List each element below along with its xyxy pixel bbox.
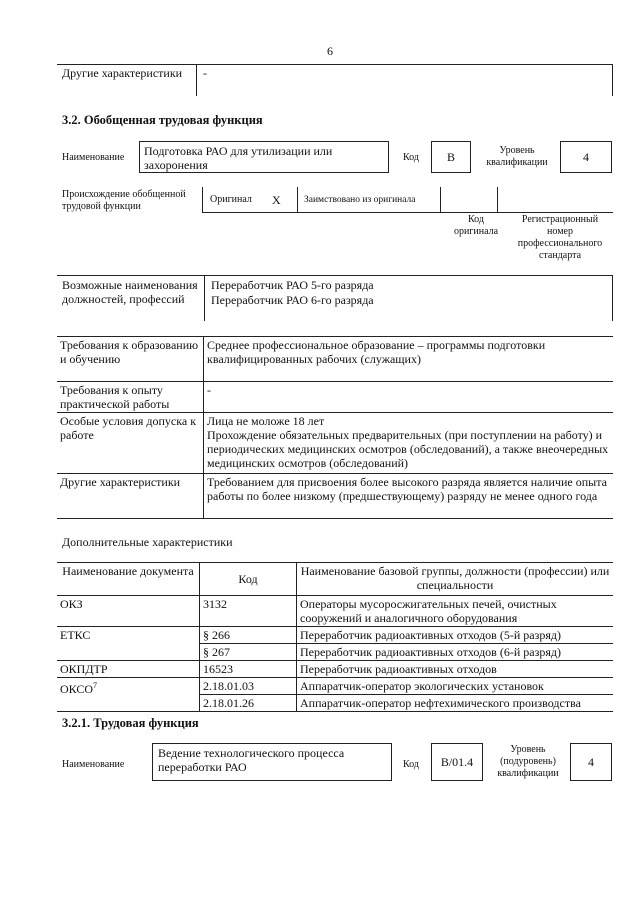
row-doc: ОКПДТР (57, 661, 200, 678)
tf-code-label: Код (403, 759, 419, 770)
section-321-heading: 3.2.1. Трудовая функция (62, 716, 199, 730)
table-row (57, 413, 613, 474)
position-1: Переработчик РАО 5-го разряда (211, 278, 374, 292)
page-number: 6 (327, 44, 333, 58)
tf-name-label: Наименование (62, 759, 125, 770)
row-code: 2.18.01.26 (200, 695, 297, 712)
additional-title: Дополнительные характеристики (62, 535, 233, 549)
row-doc: ЕТКС (57, 627, 200, 661)
tf-code-value-box (431, 743, 483, 781)
header-code: Код (200, 563, 297, 596)
row-name: Переработчик радиоактивных отходов (297, 661, 614, 678)
positions-label: Возможные наименования должностей, профессий (62, 278, 198, 306)
row-code: 3132 (200, 596, 297, 627)
req-value-0: Среднее профессиональное образование – программы подготовки квалифицированных рабочих (служащих) (204, 337, 614, 382)
original-mark: X (272, 193, 281, 207)
row-code: § 267 (200, 644, 297, 661)
req-label-0: Требования к образованию и обучению (57, 337, 204, 382)
footnote-mark: 7 (93, 681, 98, 690)
row-name: Переработчик радиоактивных отходов (6-й разряд) (297, 644, 614, 661)
reg-number-caption: Регистрационный номер профессионального стандарта (517, 214, 603, 261)
table-row (57, 661, 613, 678)
row-code: 2.18.01.03 (200, 678, 297, 695)
header-doc: Наименование документа (57, 563, 200, 596)
table-row (57, 474, 613, 519)
tf-name-value-box (152, 743, 392, 781)
borrowed-label: Заимствовано из оригинала (304, 195, 416, 205)
top-row-value: - (203, 66, 207, 80)
code-value: В (446, 150, 455, 164)
origin-code-caption: Код оригинала (453, 214, 499, 237)
row-doc: ОКЗ (57, 596, 200, 627)
req-label-3: Другие характеристики (57, 474, 204, 519)
code-label: Код (403, 152, 419, 163)
level-value-box (560, 141, 612, 173)
tf-level-value: 4 (588, 755, 594, 769)
table-row (57, 337, 613, 382)
name-value-box (139, 141, 389, 173)
level-label: Уровень квалификации (486, 145, 548, 168)
level-value: 4 (583, 150, 589, 164)
section-32-heading: 3.2. Обобщенная трудовая функция (62, 113, 263, 127)
row-name: Аппаратчик-оператор экологических установок (297, 678, 614, 695)
req-value-2-line-1: Лица не моложе 18 лет (207, 414, 325, 428)
req-value-2-line-2: Прохождение обязательных предварительных (при поступлении на работу) и периодических медицинских осмотров (обследований), а также внеочередных медицинских осмотров (обследований) (207, 428, 609, 470)
name-value: Подготовка РАО для утилизации или захоронения (144, 144, 333, 172)
name-label: Наименование (62, 152, 125, 163)
row-name: Переработчик радиоактивных отходов (5-й разряд) (297, 627, 614, 644)
code-value-box (431, 141, 471, 173)
top-row-label: Другие характеристики (62, 66, 183, 80)
row-doc: ОКСО (60, 682, 94, 696)
requirements-table (57, 336, 613, 519)
position-2: Переработчик РАО 6-го разряда (211, 293, 374, 307)
row-code: § 266 (200, 627, 297, 644)
req-value-1: - (204, 382, 614, 413)
table-row (57, 563, 613, 596)
original-label: Оригинал (210, 194, 252, 205)
tf-code-value: В/01.4 (440, 755, 474, 769)
row-name: Аппаратчик-оператор нефтехимического производства (297, 695, 614, 712)
tf-level-label: Уровень (подуровень) квалификации (497, 744, 559, 779)
row-name: Операторы мусоросжигательных печей, очистных сооружений и аналогичного оборудования (297, 596, 614, 627)
req-label-1: Требования к опыту практической работы (57, 382, 204, 413)
row-code: 16523 (200, 661, 297, 678)
req-value-2 (204, 413, 614, 474)
req-label-2: Особые условия допуска к работе (57, 413, 204, 474)
header-name: Наименование базовой группы, должности (профессии) или специальности (297, 563, 614, 596)
additional-table (57, 562, 613, 712)
row-doc-okso (57, 678, 200, 712)
origin-label: Происхождение обобщенной трудовой функции (62, 189, 186, 212)
table-row (57, 382, 613, 413)
tf-level-value-box (570, 743, 612, 781)
table-row (57, 627, 613, 644)
table-row (57, 596, 613, 627)
tf-name-value: Ведение технологического процесса переработки РАО (158, 746, 345, 774)
table-row (57, 678, 613, 695)
req-value-3: Требованием для присвоения более высокого разряда является наличие опыта работы по более низкому (предшествующему) разряду не менее одного года (204, 474, 614, 519)
